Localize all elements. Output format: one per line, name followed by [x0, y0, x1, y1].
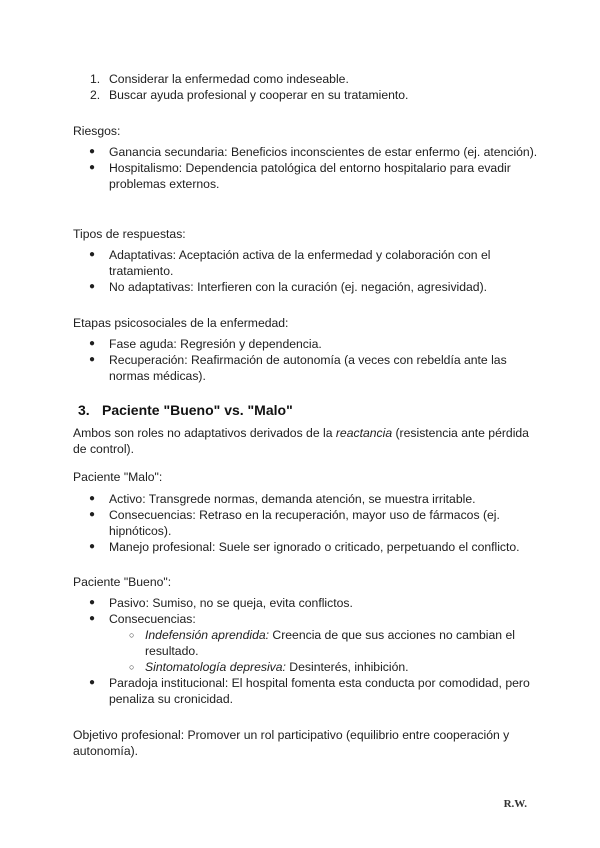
sub-list: [109, 627, 543, 675]
signature: R.W.: [503, 798, 527, 810]
section-intro: Ambos son roles no adaptativos derivados de la reactancia (resistencia ante pérdida de control).: [73, 426, 529, 456]
list-item: ● Consecuencias: ○ Indefensión aprendida: Creencia de que sus acciones no cambian el resultado. ○ Sintomatología depresiva: Desinterés, inhibición.: [73, 611, 543, 675]
section-heading: 3. Paciente "Bueno" vs. "Malo": [78, 402, 293, 418]
etapas-list: [73, 336, 543, 384]
list-item: ● Recuperación: Reafirmación de autonomía (a veces con rebeldía ante las normas médicas).: [89, 353, 507, 383]
malo-heading: Paciente "Malo":: [73, 470, 163, 484]
bueno-list: [73, 595, 543, 707]
list-item: 1. Considerar la enfermedad como indeseable.: [90, 72, 349, 86]
list-item: ● Adaptativas: Aceptación activa de la enfermedad y colaboración con el tratamiento.: [89, 248, 491, 278]
list-item: ● Hospitalismo: Dependencia patológica del entorno hospitalario para evadir problemas externos.: [89, 161, 511, 191]
numbered-list: [73, 71, 543, 103]
tipos-list: [73, 247, 543, 295]
list-item: ● No adaptativas: Interfieren con la curación (ej. negación, agresividad).: [89, 280, 488, 294]
sub-list-item: ○ Indefensión aprendida: Creencia de que sus acciones no cambian el resultado.: [129, 628, 515, 658]
riesgos-heading: Riesgos:: [73, 124, 121, 138]
list-item: ● Pasivo: Sumiso, no se queja, evita conflictos.: [89, 596, 353, 610]
riesgos-list: [73, 144, 543, 192]
sub-list-item: ○ Sintomatología depresiva: Desinterés, inhibición.: [129, 660, 409, 674]
etapas-heading: Etapas psicosociales de la enfermedad:: [73, 316, 289, 330]
list-item: 2. Buscar ayuda profesional y cooperar en su tratamiento.: [90, 88, 409, 102]
list-item: ● Consecuencias: Retraso en la recuperación, mayor uso de fármacos (ej. hipnóticos).: [89, 508, 500, 538]
list-item: ● Ganancia secundaria: Beneficios inconscientes de estar enfermo (ej. atención).: [89, 145, 538, 159]
list-item: ● Manejo profesional: Suele ser ignorado o criticado, perpetuando el conflicto.: [89, 540, 520, 554]
malo-list: [73, 491, 543, 555]
list-item: ● Fase aguda: Regresión y dependencia.: [89, 337, 322, 351]
list-item: ● Paradoja institucional: El hospital fomenta esta conducta por comodidad, pero penaliza su cronicidad.: [89, 676, 530, 706]
list-item: ● Activo: Transgrede normas, demanda atención, se muestra irritable.: [89, 492, 476, 506]
bueno-heading: Paciente "Bueno":: [73, 575, 172, 589]
tipos-heading: Tipos de respuestas:: [73, 227, 186, 241]
objetivo-paragraph: Objetivo profesional: Promover un rol participativo (equilibrio entre cooperación y autonomía).: [73, 728, 510, 758]
